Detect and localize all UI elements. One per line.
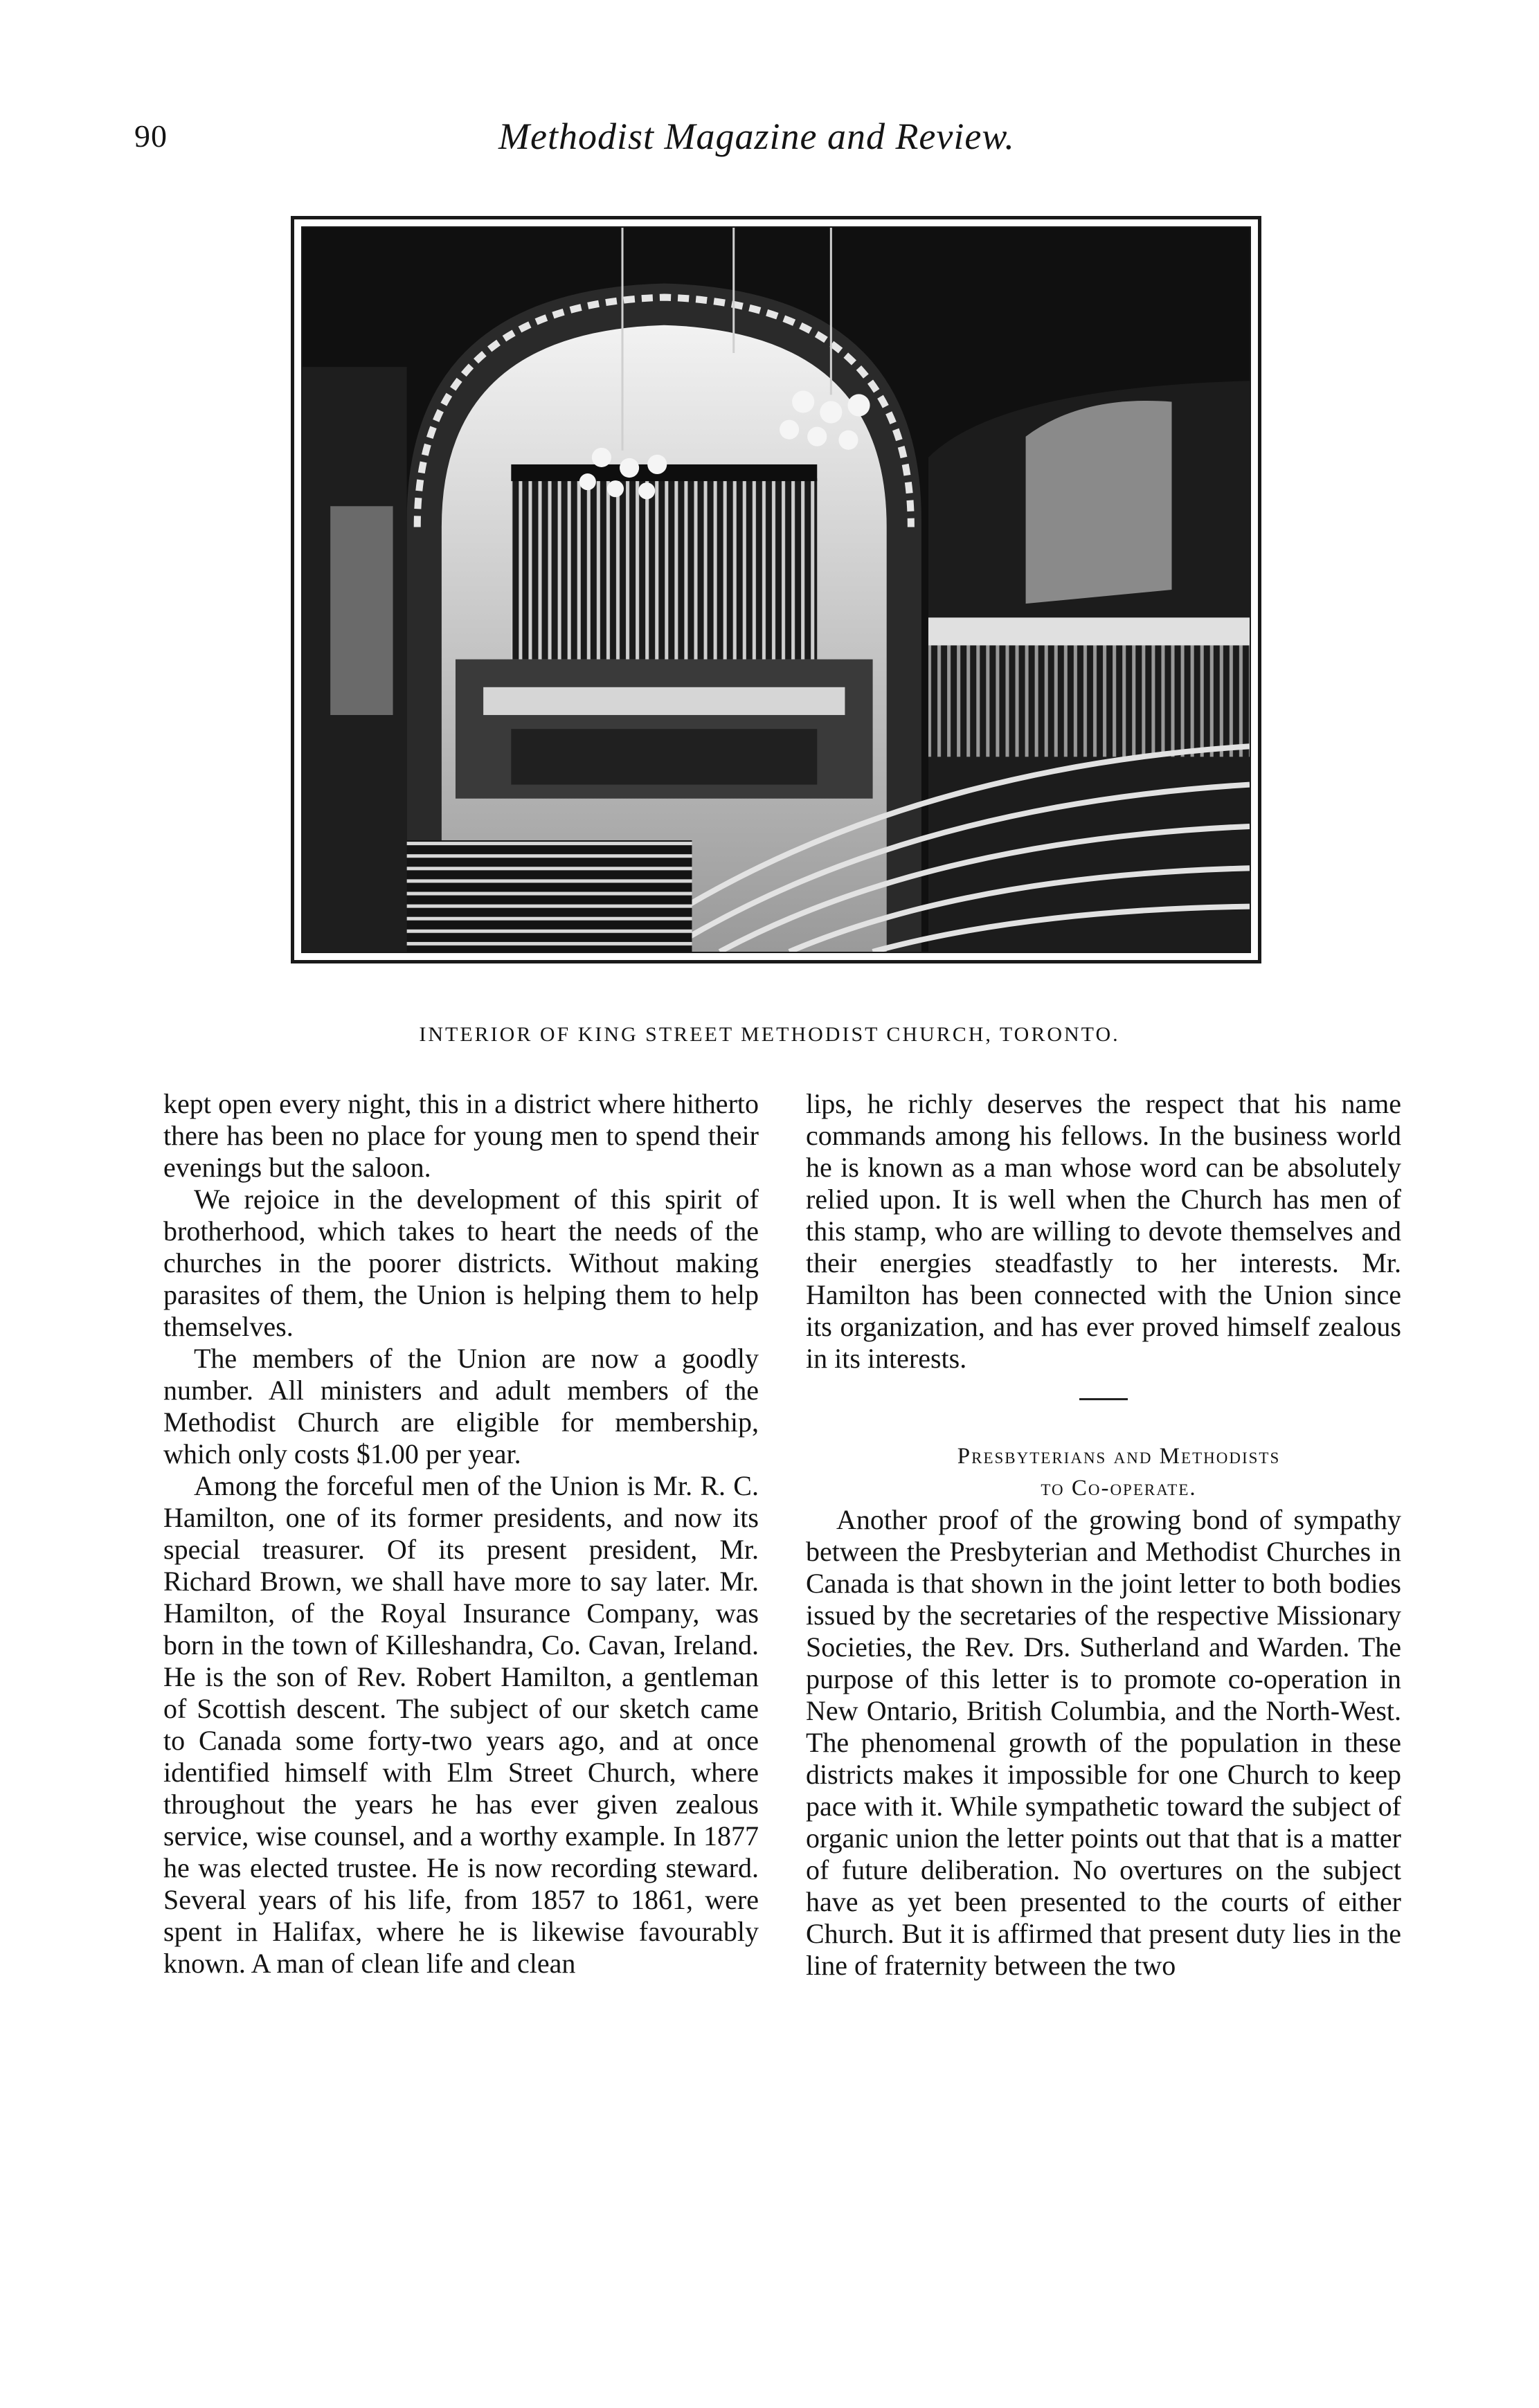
section-heading-subline: to Co-operate. — [1041, 1476, 1197, 1501]
right-column — [806, 1088, 1401, 1982]
church-interior-photograph — [291, 216, 1261, 963]
running-head: Methodist Magazine and Review. — [498, 116, 1015, 157]
left-paragraph-1: kept open every night, this in a district where hitherto there has been no place for young men to spend their evenings but the saloon. — [163, 1088, 759, 1183]
left-paragraph-2: We rejoice in the development of this spirit of brotherhood, which takes to heart the needs of the churches in the poorer districts. Without making parasites of them, the Union is helping them to help themselves. — [163, 1184, 759, 1342]
left-paragraph-3: The members of the Union are now a goodly number. All ministers and adult members of the Methodist Church are eligible for membership, which only costs $1.00 per year. — [163, 1343, 759, 1469]
photograph-image — [303, 228, 1250, 952]
left-paragraph-4: Among the forceful men of the Union is Mr. R. C. Hamilton, one of its former presidents, and now its special treasurer. Of its present president, Mr. Richard Brown, we shall have more to say later. Mr. Hamilton, of the Royal Insurance Company, was born in the town of Killeshandra, Co. Cavan, Ireland. He is the son of Rev. Robert Hamilton, a gentleman of Scottish descent. The subject of our sketch came to Canada some forty-two years ago, and at once identified himself with Elm Street Church, where throughout the years he has ever given zealous service, wise counsel, and a worthy example. In 1877 he was elected trustee. He is now recording steward. Several years of his life, from 1857 to 1861, were spent in Halifax, where he is likewise favourably known. A man of clean life and clean — [163, 1470, 759, 1979]
section-heading: Presbyterians and Methodists — [957, 1444, 1281, 1469]
section-divider-rule — [1079, 1398, 1128, 1400]
section-paragraph: Another proof of the growing bond of sympathy between the Presbyterian and Methodist Churches in Canada is that shown in the joint letter to both bodies issued by the secretaries of the respective Missionary Societies, the Rev. Drs. Sutherland and Warden. The purpose of this letter is to promote co-operation in New Ontario, British Columbia, and the North-West. The phenomenal growth of the population in these districts makes it impossible for one Church to keep pace with it. While sympathetic toward the subject of organic union the letter points out that that is a matter of future deliberation. No overtures on the subject have as yet been presented to the courts of either Church. But it is affirmed that present duty lies in the line of fraternity between the two — [806, 1504, 1401, 1981]
right-continuation-paragraph: lips, he richly deserves the respect that his name commands among his fellows. In the business world he is known as a man whose word can be absolutely relied upon. It is well when the Church has men of this stamp, who are willing to devote themselves and their energies steadfastly to her interests. Mr. Hamilton has been connected with the Union since its organization, and has ever proved himself zealous in its interests. — [806, 1088, 1401, 1374]
left-column — [163, 1088, 759, 1980]
figure-caption: INTERIOR OF KING STREET METHODIST CHURCH, TORONTO. — [419, 1023, 1120, 1046]
page-number: 90 — [134, 118, 168, 154]
